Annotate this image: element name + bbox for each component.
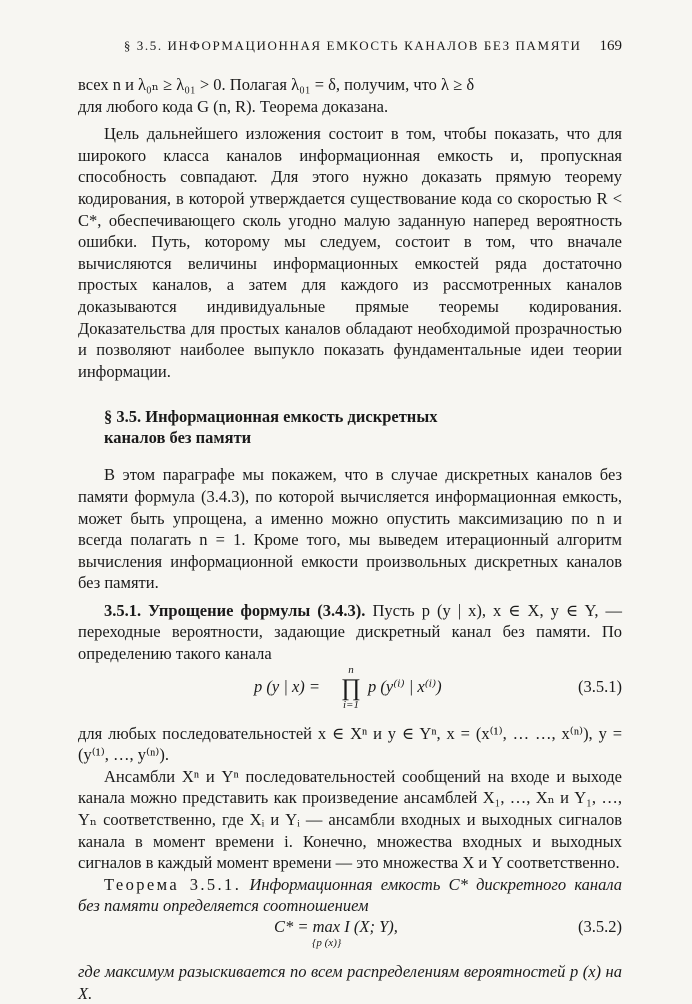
paragraph-4: для любых последовательностей x ∈ Xⁿ и y ∈ Yⁿ, x = (x⁽¹⁾, … …, x⁽ⁿ⁾), y = (y⁽¹⁾, …, y⁽ⁿ⁾). [78,723,622,765]
paragraph-6: где максимум разыскивается по всем распределениям вероятностей p (x) на X. [78,962,622,1003]
running-header [78,38,622,60]
section-heading [104,406,524,448]
section-heading-line-1: § 3.5. Информационная емкость дискретных [104,407,438,427]
running-title: § 3.5. ИНФОРМАЦИОННАЯ ЕМКОСТЬ КАНАЛОВ БЕЗ ПАМЯТИ [123,38,582,53]
paragraph-1-line-2: для любого кода G (n, R). Теорема доказана. [78,96,389,116]
equation-2-expression: C* = max I (X; Y), [274,917,398,936]
section-heading-line-2: каналов без памяти [104,428,252,448]
product-symbol: ∏ [341,674,361,701]
equation-2-max-subscript: {p (x)} [312,937,342,949]
subsection-paragraph [78,600,622,665]
equation-1-lhs: p (y | x) = [254,676,321,696]
product-operator [340,665,362,711]
product-lower-limit: i=1 [343,698,359,711]
equation-3-5-1 [78,665,622,723]
paragraph-2: Цель дальнейшего изложения состоит в том, чтобы показать, что для широкого класса каналов информационная емкость и, пропускная способность совпадают. Для этого нужно доказать прямую теорему кодирования, в которой утверждается существование кода со скоростью R < C*, обеспечивающего сколь угодно малую заданную наперед вероятность ошибки. Путь, которому мы следуем, состоит в том, что вначале вычисляются величины информационных емкостей ряда достаточно простых каналов, а затем для каждого из рассмотренных каналов доказываются индивидуальные прямые теоремы кодирования. Доказательства для простых каналов обладают необходимой прозрачностью и позволяют наиболее выпукло показать фундаментальные идеи теории информации. [78,124,622,381]
product-upper-limit: n [348,663,354,676]
equation-3-5-2 [78,917,622,961]
theorem-paragraph [78,874,622,917]
theorem-text: Информационная емкость C* дискретного канала без памяти определяется соотношением [78,874,622,916]
paragraph-1-line-1: всех n и λ₀ₙ ≥ λ₀₁ > 0. Полагая λ₀₁ = δ, получим, что λ ≥ δ [78,75,475,94]
equation-2-number: (3.5.2) [578,917,622,936]
theorem-label: Теорема 3.5.1. [104,874,242,894]
subsection-text: Пусть p (y | x), x ∈ X, y ∈ Y, — переходные вероятности, задающие дискретный канал без памяти. По определению такого канала [78,600,622,664]
equation-1-rhs: p (y⁽ⁱ⁾ | x⁽ⁱ⁾) [368,676,442,696]
paragraph-5: Ансамбли Xⁿ и Yⁿ последовательностей сообщений на входе и выходе канала можно представить как произведение ансамблей X₁, …, Xₙ и Y₁, …, Yₙ соответственно, где Xᵢ и Yᵢ — ансамбли входных и выходных сигналов канала в момент времени i. Конечно, множества входных и выходных сигналов в каждый момент времени — это множества X и Y соответственно. [78,766,622,873]
book-page [78,38,622,1004]
subsection-title: 3.5.1. Упрощение формулы (3.4.3). [104,600,366,620]
equation-1-number: (3.5.1) [578,676,622,696]
paragraph-3: В этом параграфе мы покажем, что в случае дискретных каналов без памяти формула (3.4.3), по которой вычисляется информационная емкость, может быть упрощена, а именно можно опустить максимизацию по n и всегда полагать n = 1. Кроме того, мы выведем итерационный алгоритм вычисления информационной емкости произвольных дискретных каналов без памяти. [78,465,622,593]
page-number: 169 [599,38,622,54]
